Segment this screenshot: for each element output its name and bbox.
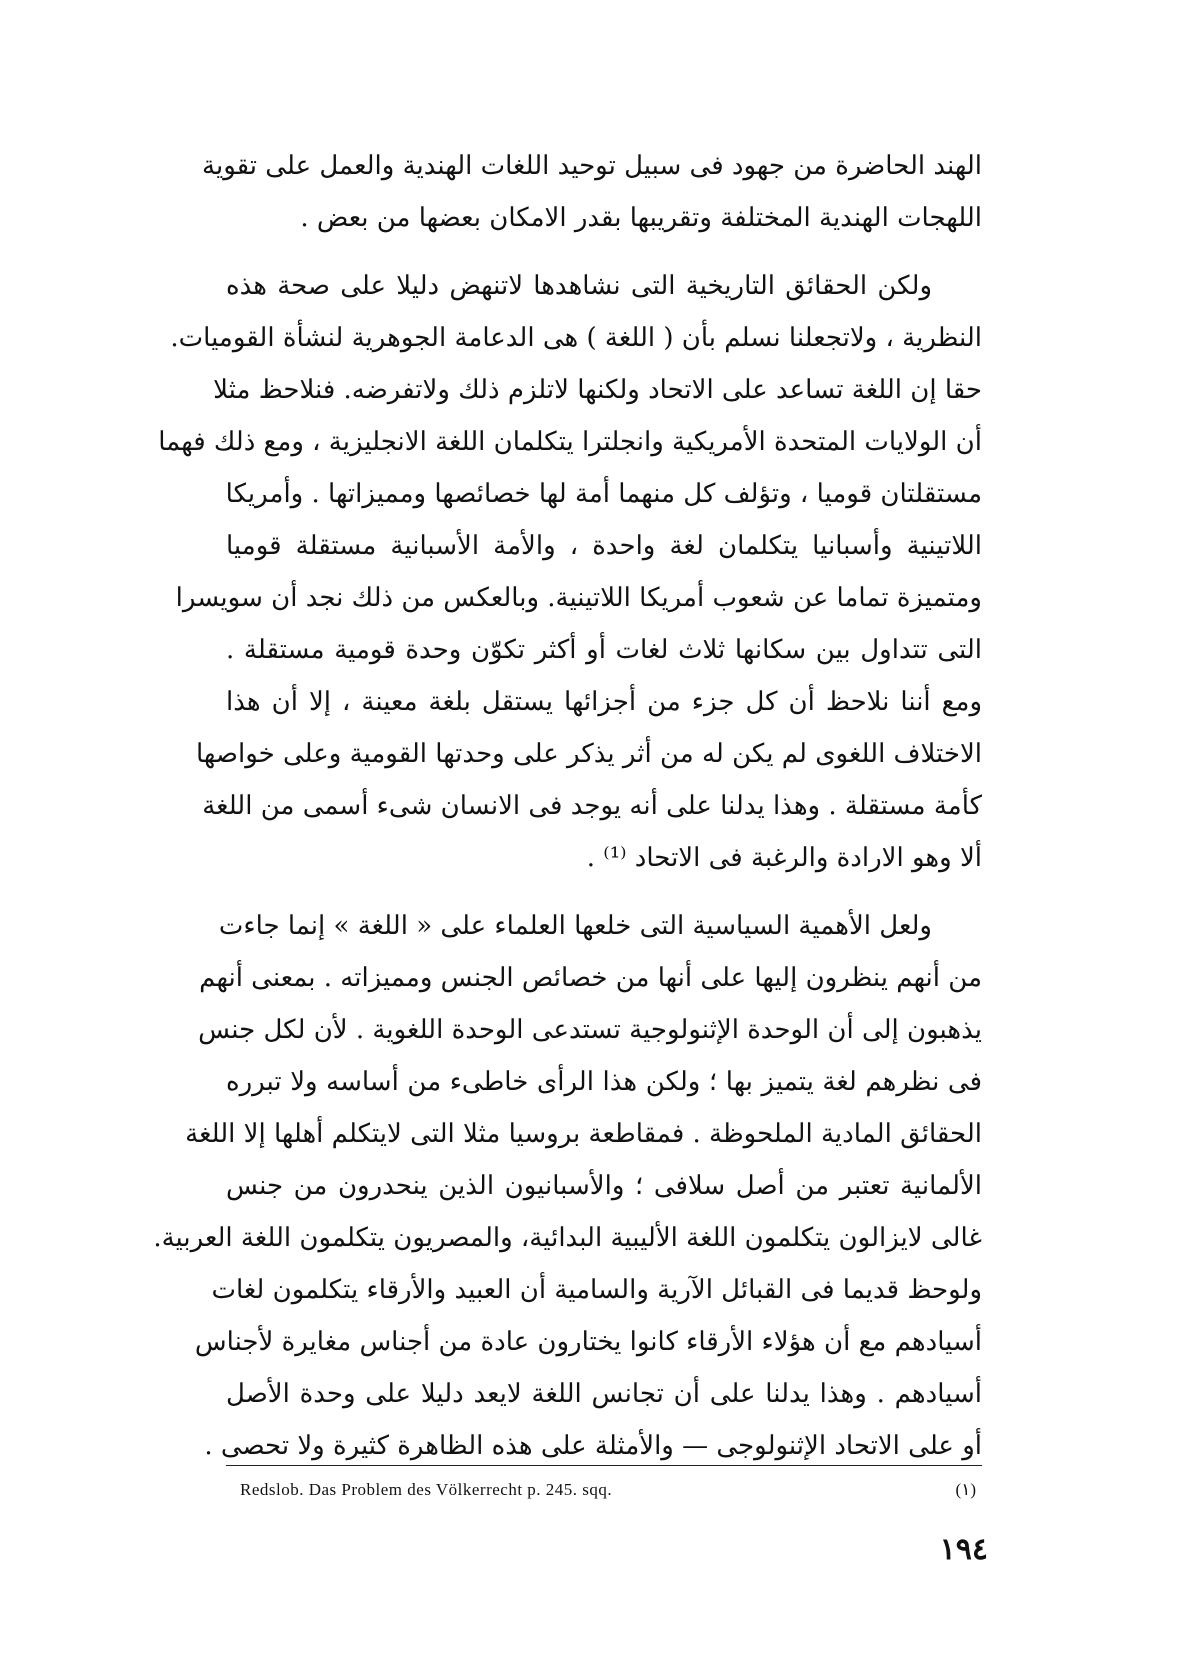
text-line: ومتميزة تماما عن شعوب أمريكا اللاتينية. وبالعكس من ذلك نجد أن سويسرا	[175, 583, 982, 613]
text-line: أسيادهم مع أن هؤلاء الأرقاء كانوا يختارون عادة من أجناس مغايرة لأجناس	[194, 1327, 982, 1357]
text-line: من أنهم ينظرون إليها على أنها من خصائص الجنس ومميزاته . بمعنى أنهم	[199, 963, 982, 993]
text-line: الاختلاف اللغوى لم يكن له من أثر يذكر على وحدتها القومية وعلى خواصها	[195, 739, 982, 769]
text-line: حقا إن اللغة تساعد على الاتحاد ولكنها لاتلزم ذلك ولاتفرضه. فنلاحظ مثلا	[213, 375, 982, 405]
text-line: كأمة مستقلة . وهذا يدلنا على أنه يوجد فى الانسان شىء أسمى من اللغة	[202, 791, 982, 821]
paragraph	[202, 140, 982, 244]
text-line: أو على الاتحاد الإثنولوجى — والأمثلة على هذه الظاهرة كثيرة ولا تحصى .	[204, 1431, 982, 1461]
text-line: الألمانية تعتبر من أصل سلافى ؛ والأسبانيون الذين ينحدرون من جنس	[226, 1171, 982, 1201]
text-line: أن الولايات المتحدة الأمريكية وانجلترا يتكلمان اللغة الانجليزية ، ومع ذلك فهما	[158, 427, 982, 457]
paragraph-gap	[226, 884, 982, 900]
body-text	[153, 140, 982, 1472]
text-line: مستقلتان قوميا ، وتؤلف كل منهما أمة لها خصائصها ومميزاتها . وأمريكا	[225, 479, 982, 509]
paragraph	[158, 260, 982, 884]
footnote	[240, 1474, 982, 1506]
text-line: الحقائق المادية الملحوظة . فمقاطعة بروسيا مثلا التى لايتكلم أهلها إلا اللغة	[185, 1119, 982, 1149]
text-line: ولكن الحقائق التاريخية التى نشاهدها لاتنهض دليلا على صحة هذه	[226, 271, 933, 301]
footnote-reference: Redslob. Das Problem des Völkerrecht p. 245. sqq.	[240, 1480, 613, 1499]
text-line: التى تتداول بين سكانها ثلاث لغات أو أكثر تكوّن وحدة قومية مستقلة .	[226, 635, 982, 665]
paragraph-gap	[226, 244, 982, 260]
footnote-divider	[226, 1465, 982, 1466]
paragraph	[153, 900, 982, 1472]
text-line: اللهجات الهندية المختلفة وتقريبها بقدر الامكان بعضها من بعض .	[300, 203, 982, 233]
text-line: النظرية ، ولاتجعلنا نسلم بأن ( اللغة ) هى الدعامة الجوهرية لنشأة القوميات.	[170, 323, 982, 353]
text-line: يذهبون إلى أن الوحدة الإثنولوجية تستدعى الوحدة اللغوية . لأن لكل جنس	[198, 1015, 982, 1045]
text-line: فى نظرهم لغة يتميز بها ؛ ولكن هذا الرأى خاطىء من أساسه ولا تبرره	[226, 1067, 982, 1097]
text-line: أسيادهم . وهذا يدلنا على أن تجانس اللغة لايعد دليلا على وحدة الأصل	[226, 1379, 982, 1409]
footnote-number: (١)	[955, 1480, 976, 1499]
text-line: غالى لايزالون يتكلمون اللغة الأليبية البدائية، والمصريون يتكلمون اللغة العربية.	[153, 1223, 982, 1253]
page-number: ١٩٤	[939, 1532, 988, 1567]
text-line: اللاتينية وأسبانيا يتكلمان لغة واحدة ، والأمة الأسبانية مستقلة قوميا	[226, 531, 982, 561]
text-line: ومع أننا نلاحظ أن كل جزء من أجزائها يستقل بلغة معينة ، إلا أن هذا	[226, 687, 982, 717]
text-line: ألا وهو الارادة والرغبة فى الاتحاد ⁽¹⁾ .	[586, 843, 982, 873]
text-line: ولعل الأهمية السياسية التى خلعها العلماء على « اللغة » إنما جاءت	[218, 911, 932, 941]
text-line: الهند الحاضرة من جهود فى سبيل توحيد اللغات الهندية والعمل على تقوية	[202, 151, 982, 181]
text-line: ولوحظ قديما فى القبائل الآرية والسامية أن العبيد والأرقاء يتكلمون لغات	[211, 1275, 982, 1305]
